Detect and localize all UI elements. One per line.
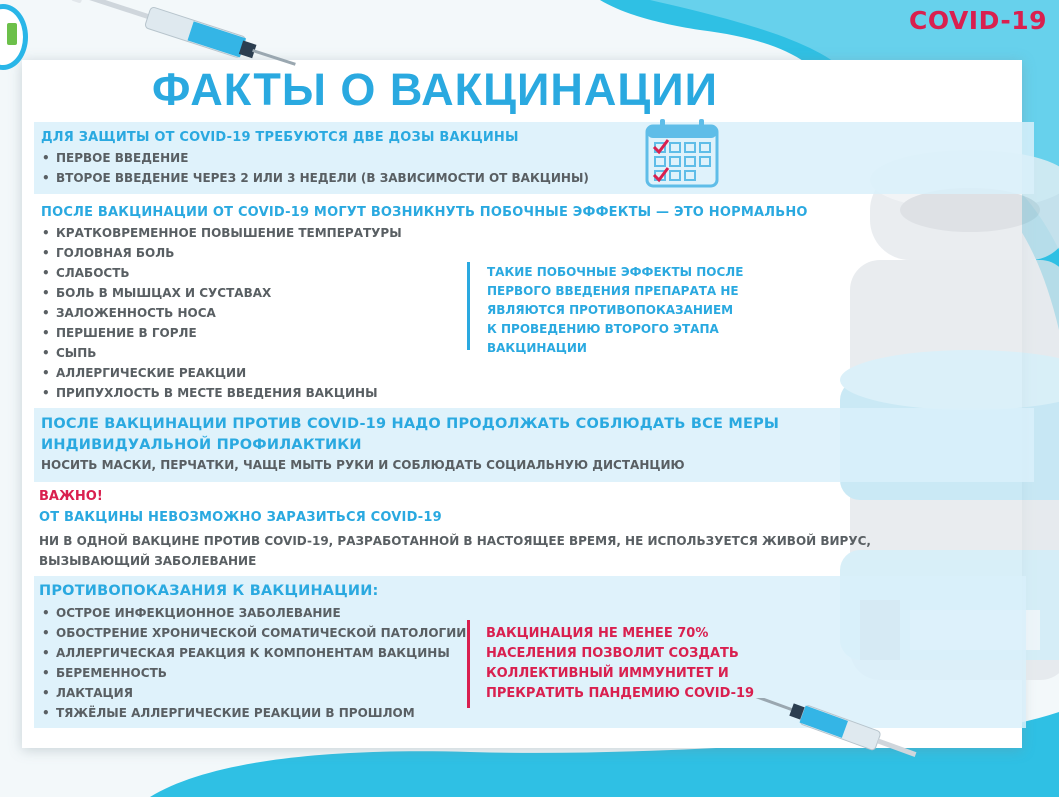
list-item: • ПЕРШЕНИЕ В ГОРЛЕ [40, 323, 402, 343]
calendar-icon [644, 118, 720, 188]
important-label: ВАЖНО! [39, 489, 103, 504]
doses-heading: ДЛЯ ЗАЩИТЫ ОТ COVID-19 ТРЕБУЮТСЯ ДВЕ ДОЗЫ ВАКЦИНЫ [41, 130, 519, 145]
list-item: • ВТОРОЕ ВВЕДЕНИЕ ЧЕРЕЗ 2 ИЛИ 3 НЕДЕЛИ (В ЗАВИСИМОСТИ ОТ ВАКЦИНЫ) [40, 168, 589, 188]
note-line: ЯВЛЯЮТСЯ ПРОТИВОПОКАЗАНИЕМ [487, 303, 734, 317]
contraindications-note-bar [467, 620, 470, 708]
contraindications-heading: ПРОТИВОПОКАЗАНИЯ К ВАКЦИНАЦИИ: [39, 583, 379, 599]
side-effects-note-bar [467, 262, 470, 350]
list-item: • ЛАКТАЦИЯ [40, 683, 466, 703]
note-line: ВАКЦИНАЦИИ [487, 341, 587, 355]
list-item: • СЫПЬ [40, 343, 402, 363]
syringe-icon [748, 698, 928, 758]
text-line: ВЫЗЫВАЮЩИЙ ЗАБОЛЕВАНИЕ [39, 554, 257, 568]
prevention-text: НОСИТЬ МАСКИ, ПЕРЧАТКИ, ЧАЩЕ МЫТЬ РУКИ И СОБЛЮДАТЬ СОЦИАЛЬНУЮ ДИСТАНЦИЮ [41, 458, 685, 472]
list-item: • БЕРЕМЕННОСТЬ [40, 663, 466, 683]
list-item: • ПЕРВОЕ ВВЕДЕНИЕ [40, 148, 589, 168]
heading-line: ИНДИВИДУАЛЬНОЙ ПРОФИЛАКТИКИ [41, 437, 362, 453]
note-line: К ПРОВЕДЕНИЮ ВТОРОГО ЭТАПА [487, 322, 719, 336]
list-item: • БОЛЬ В МЫШЦАХ И СУСТАВАХ [40, 283, 402, 303]
covid-badge: COVID-19 [909, 6, 1047, 35]
list-item: • СЛАБОСТЬ [40, 263, 402, 283]
herd-immunity-note [486, 624, 754, 704]
note-line: КОЛЛЕКТИВНЫЙ ИММУНИТЕТ И [486, 666, 729, 681]
list-item: • ЗАЛОЖЕННОСТЬ НОСА [40, 303, 402, 323]
note-line: ПРЕКРАТИТЬ ПАНДЕМИЮ COVID-19 [486, 686, 755, 701]
doses-list [40, 148, 589, 188]
note-line: ПЕРВОГО ВВЕДЕНИЯ ПРЕПАРАТА НЕ [487, 284, 739, 298]
list-item: • АЛЛЕРГИЧЕСКАЯ РЕАКЦИЯ К КОМПОНЕНТАМ ВАКЦИНЫ [40, 643, 466, 663]
note-line: НАСЕЛЕНИЯ ПОЗВОЛИТ СОЗДАТЬ [486, 646, 739, 661]
list-item: • ОСТРОЕ ИНФЕКЦИОННОЕ ЗАБОЛЕВАНИЕ [40, 603, 466, 623]
text-line: НИ В ОДНОЙ ВАКЦИНЕ ПРОТИВ COVID-19, РАЗРАБОТАННОЙ В НАСТОЯЩЕЕ ВРЕМЯ, НЕ ИСПОЛЬЗУЕТСЯ ЖИВОЙ ВИРУС, [39, 534, 871, 548]
list-item: • КРАТКОВРЕМЕННОЕ ПОВЫШЕНИЕ ТЕМПЕРАТУРЫ [40, 223, 402, 243]
list-item: • ОБОСТРЕНИЕ ХРОНИЧЕСКОЙ СОМАТИЧЕСКОЙ ПАТОЛОГИИ [40, 623, 466, 643]
note-line: ВАКЦИНАЦИЯ НЕ МЕНЕЕ 70% [486, 626, 709, 641]
list-item: • ТЯЖЁЛЫЕ АЛЛЕРГИЧЕСКИЕ РЕАКЦИИ В ПРОШЛОМ [40, 703, 466, 723]
note-line: ТАКИЕ ПОБОЧНЫЕ ЭФФЕКТЫ ПОСЛЕ [487, 265, 744, 279]
side-effects-list [40, 223, 402, 403]
list-item: • ГОЛОВНАЯ БОЛЬ [40, 243, 402, 263]
side-effects-note [487, 263, 743, 358]
side-effects-heading: ПОСЛЕ ВАКЦИНАЦИИ ОТ COVID-19 МОГУТ ВОЗНИКНУТЬ ПОБОЧНЫЕ ЭФФЕКТЫ — ЭТО НОРМАЛЬНО [41, 205, 808, 220]
prevention-heading [41, 414, 779, 456]
heading-line: ПОСЛЕ ВАКЦИНАЦИИ ПРОТИВ COVID-19 НАДО ПРОДОЛЖАТЬ СОБЛЮДАТЬ ВСЕ МЕРЫ [41, 416, 780, 432]
page-title: ФАКТЫ О ВАКЦИНАЦИИ [152, 64, 718, 115]
important-heading: ОТ ВАКЦИНЫ НЕВОЗМОЖНО ЗАРАЗИТЬСЯ COVID-19 [39, 510, 442, 525]
list-item: • АЛЛЕРГИЧЕСКИЕ РЕАКЦИИ [40, 363, 402, 383]
list-item: • ПРИПУХЛОСТЬ В МЕСТЕ ВВЕДЕНИЯ ВАКЦИНЫ [40, 383, 402, 403]
logo-icon [0, 4, 28, 70]
important-text [39, 531, 871, 571]
contraindications-list [40, 603, 466, 723]
syringe-icon [64, 0, 304, 70]
